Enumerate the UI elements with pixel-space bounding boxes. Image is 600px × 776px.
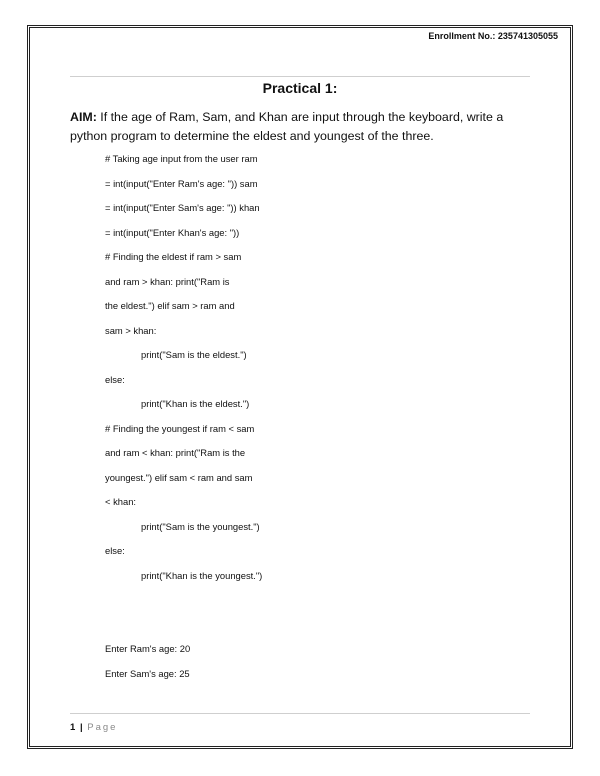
- code-line: else:: [105, 373, 125, 385]
- enrollment-number: Enrollment No.: 235741305055: [428, 31, 558, 41]
- code-line: print("Sam is the eldest."): [141, 349, 247, 360]
- code-line: print("Khan is the youngest."): [141, 569, 263, 581]
- footer-divider: [70, 713, 530, 714]
- output-line: Enter Ram's age: 20: [105, 643, 191, 654]
- header-divider: [70, 76, 530, 77]
- output-block: [105, 640, 365, 689]
- code-line: and ram > khan: print("Ram is: [105, 275, 230, 287]
- page-footer: [70, 722, 117, 733]
- code-line: < khan:: [105, 496, 137, 507]
- code-line: = int(input("Enter Khan's age: ")): [105, 226, 240, 238]
- footer-separator: |: [79, 722, 83, 733]
- code-line: the eldest.") elif sam > ram and: [105, 300, 235, 311]
- aim-label: AIM:: [70, 110, 97, 124]
- code-line: else:: [105, 545, 125, 556]
- output-line: Enter Sam's age: 25: [105, 667, 190, 679]
- code-block: [105, 150, 365, 591]
- code-line: = int(input("Enter Ram's age: ")) sam: [105, 177, 258, 189]
- code-line: # Taking age input from the user ram: [105, 153, 258, 164]
- code-line: print("Sam is the youngest."): [141, 520, 260, 532]
- page-number: 1: [70, 722, 76, 733]
- code-line: = int(input("Enter Sam's age: ")) khan: [105, 202, 260, 213]
- aim-paragraph: [70, 108, 535, 146]
- code-line: sam > khan:: [105, 324, 157, 336]
- page-title: Practical 1:: [262, 80, 338, 96]
- code-line: and ram < khan: print("Ram is the: [105, 447, 246, 458]
- code-line: # Finding the eldest if ram > sam: [105, 251, 242, 262]
- code-line: print("Khan is the eldest."): [141, 398, 250, 409]
- code-line: youngest.") elif sam < ram and sam: [105, 471, 253, 483]
- page-label: Page: [87, 722, 118, 733]
- code-line: # Finding the youngest if ram < sam: [105, 422, 255, 434]
- aim-text: If the age of Ram, Sam, and Khan are input through the keyboard, write a python program to determine the eldest and youngest of the three.: [70, 110, 504, 143]
